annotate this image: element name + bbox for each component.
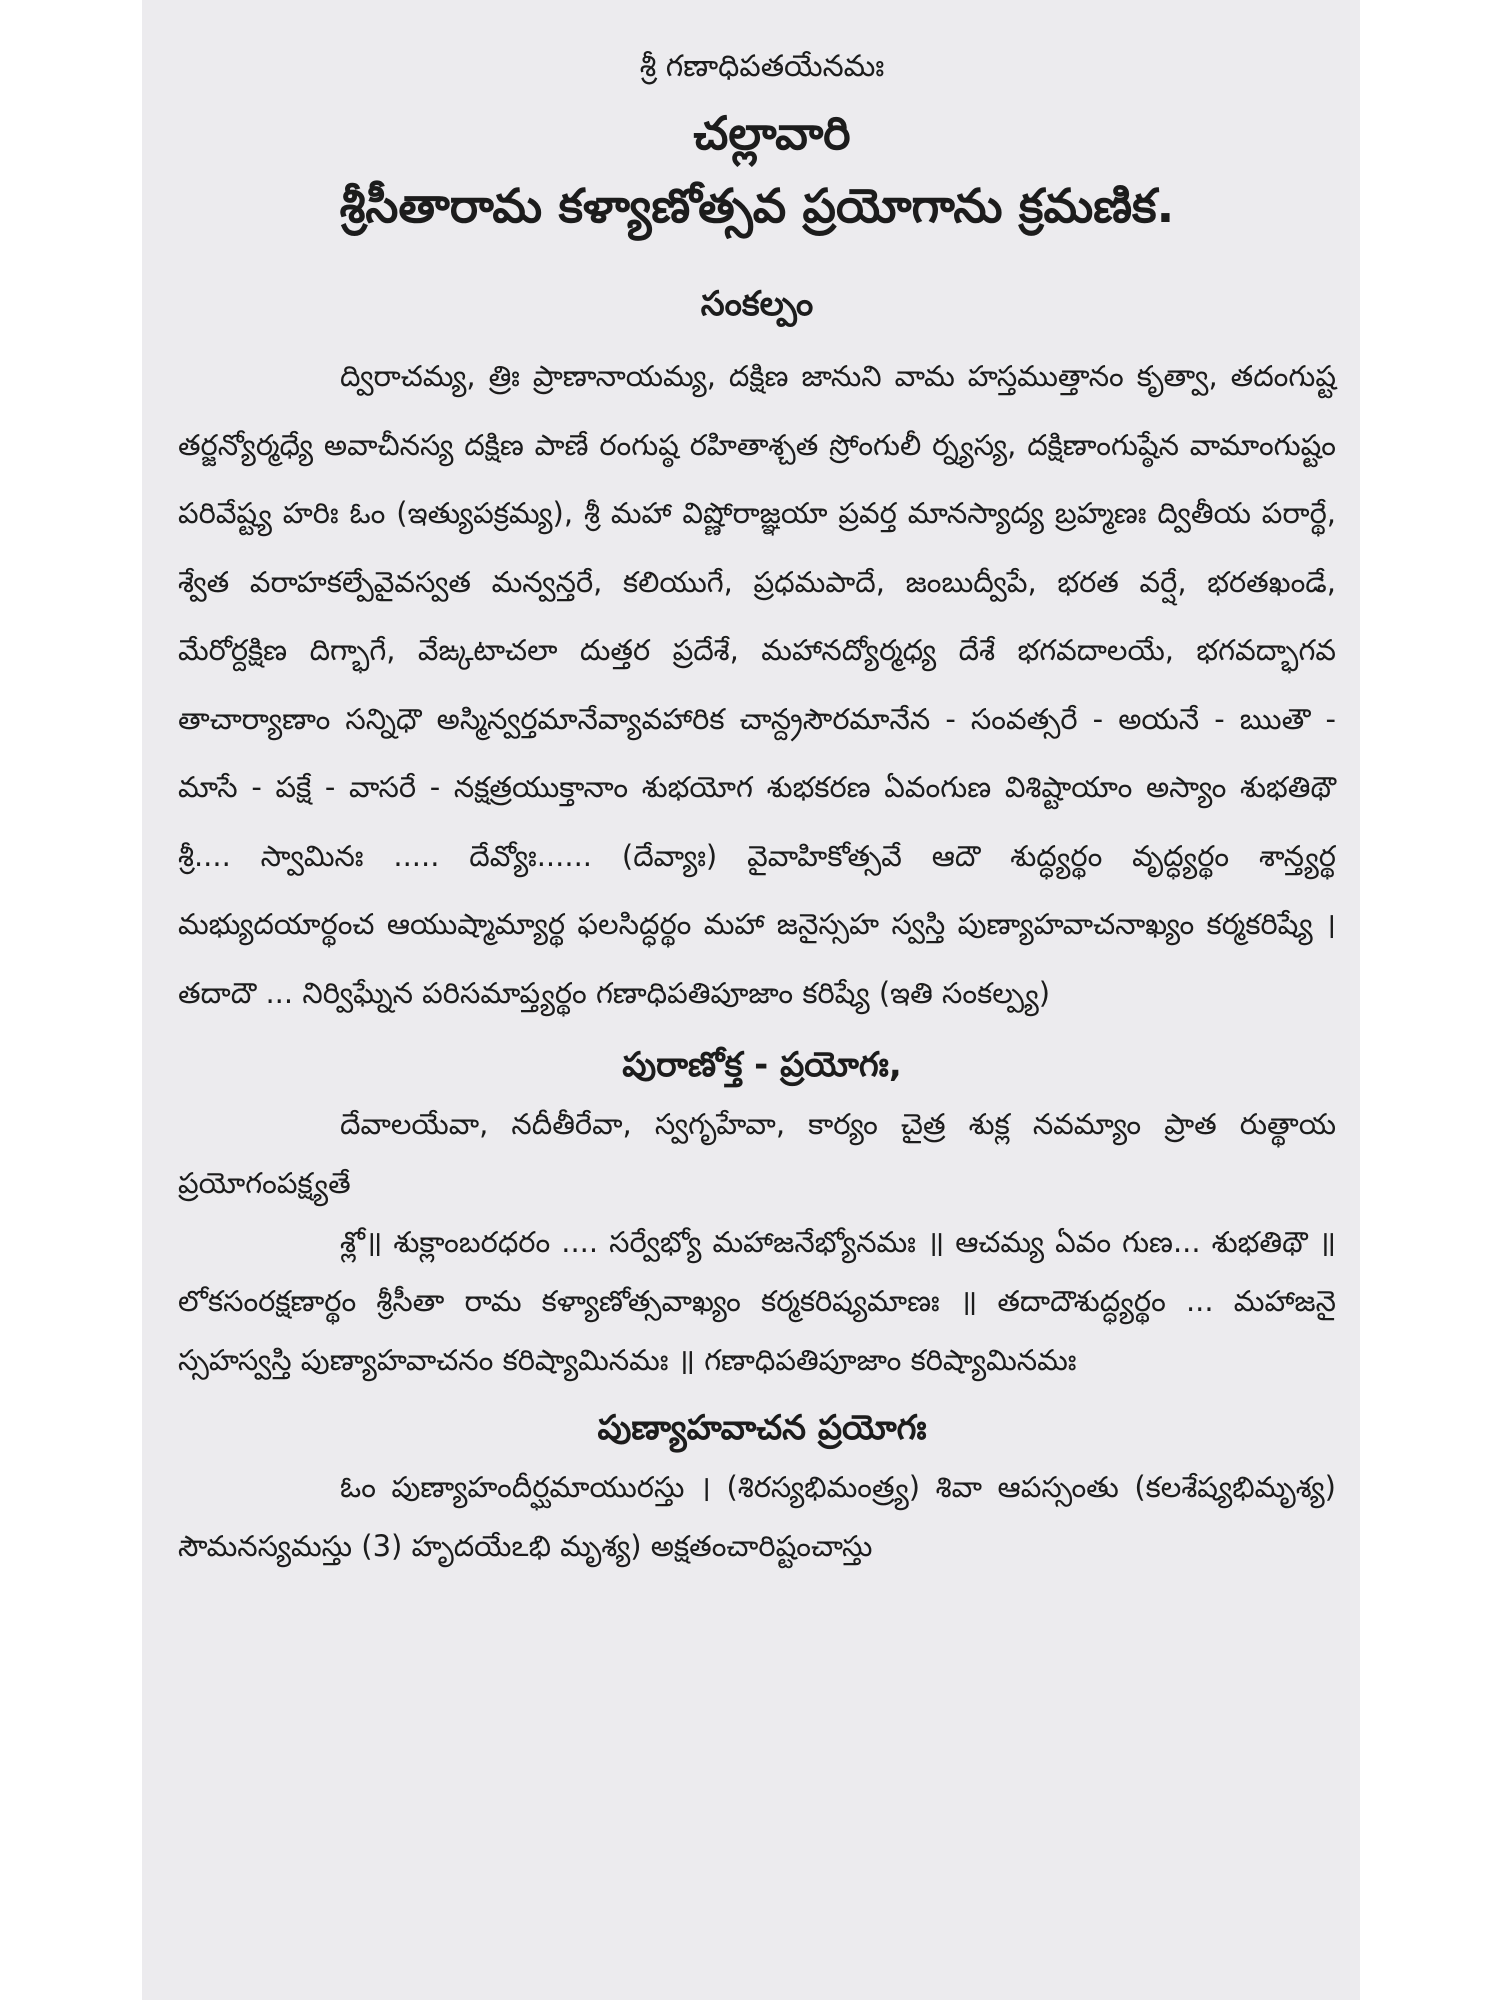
punyahavachana-heading: పుణ్యాహవాచన ప్రయోగః (597, 1408, 927, 1448)
puranokta-prayoga-heading: పురాణోక్త - ప్రయోగః, (622, 1045, 902, 1085)
family-name-title: చల్లావారి (693, 106, 851, 160)
punyahavachana-paragraph: ఓం పుణ్యాహందీర్ఘమాయురస్తు । (శిరస్యభిమంత్ర్య) శివా ఆపస్సంతు (కలశేష్యభిమృశ్య) సౌమనస్యమస్తు (3) హృదయేఽభి మృశ్య) అక్షతంచారిష్టంచాస్తు (178, 1470, 1336, 1563)
scanned-page (142, 0, 1360, 2000)
prayoga-paragraph-1: దేవాలయేవా, నదీతీరేవా, స్వగృహేవా, కార్యం చైత్ర శుక్ల నవమ్యాం ప్రాత రుత్థాయ ప్రయోగంపక్ష్యతే (178, 1107, 1336, 1200)
invocation-line: శ్రీ గణాధిపతయేనమః (639, 49, 885, 84)
sankalpam-heading: సంకల్పం (700, 284, 814, 324)
prayoga-paragraph-2: శ్లో॥ శుక్లాంబరధరం .... సర్వేభ్యో మహాజనేభ్యోనమః ॥ ఆచమ్య ఏవం గుణ... శుభతిథౌ ॥ లోకసంరక్షణార్థం శ్రీసీతా రామ కళ్యాణోత్సవాఖ్యం కర్మకరిష్యమాణః ॥ తదాదౌశుద్ధ్యర్థం ... మహాజనై స్సహస్వస్తి పుణ్యాహవాచనం కరిష్యామినమః ॥ గణాధిపతిపూజాం కరిష్యామినమః (178, 1225, 1336, 1377)
main-title: శ్రీసీతారామ కళ్యాణోత్సవ ప్రయోగాను క్రమణిక. (339, 179, 1175, 234)
sankalpam-paragraph: ద్విరాచమ్య, త్రిః ప్రాణానాయమ్య, దక్షిణ జానుని వామ హస్తముత్తానం కృత్వా, తదంగుష్ట తర్జన్యోర్మధ్యే అవాచీనస్య దక్షిణ పాణే రంగుష్ఠ రహితాశ్చత స్రోంగులీ ర్న్యస్య, దక్షిణాంగుష్ఠేన వామాంగుష్టం పరివేష్ట్య హరిః ఓం (ఇత్యుపక్రమ్య), శ్రీ మహా విష్ణోరాజ్ఞయా ప్రవర్త మానస్యాద్య బ్రహ్మణః ద్వితీయ పరార్థే, శ్వేత వరాహకల్పేవైవస్వత మన్వన్తరే, కలియుగే, ప్రధమపాదే, జంబుద్వీపే, భరత వర్షే, భరతఖండే, మేరోర్దక్షిణ దిగ్భాగే, వేఙ్కటాచలా దుత్తర ప్రదేశే, మహానద్యోర్మధ్య దేశే భగవదాలయే, భగవద్భాగవ తాచార్యాణాం సన్నిధౌ అస్మిన్వర్తమానేవ్యావహారిక చాన్ద్రసౌరమానేన - సంవత్సరే - అయనే - ఋతౌ - మాసే - పక్షే - వాసరే - నక్షత్రయుక్తానాం శుభయోగ శుభకరణ ఏవంగుణ విశిష్టాయాం అస్యాం శుభతిథౌ శ్రీ.... స్వామినః ..... దేవ్యోః...... (దేవ్యాః) వైవాహికోత్సవే ఆదౌ శుద్ధ్యర్థం వృద్ధ్యర్థం శాన్త్యర్థ మభ్యుదయార్థంచ ఆయుష్మామ్యార్థ ఫలసిద్ధర్థం మహా జనైస్సహ స్వస్తి పుణ్యాహవాచనాఖ్యం కర్మకరిష్యే । తదాదౌ ... నిర్విఘ్నేన పరిసమాప్త్యర్థం గణాధిపతిపూజాం కరిష్యే (ఇతి సంకల్ప్య) (178, 359, 1336, 1010)
